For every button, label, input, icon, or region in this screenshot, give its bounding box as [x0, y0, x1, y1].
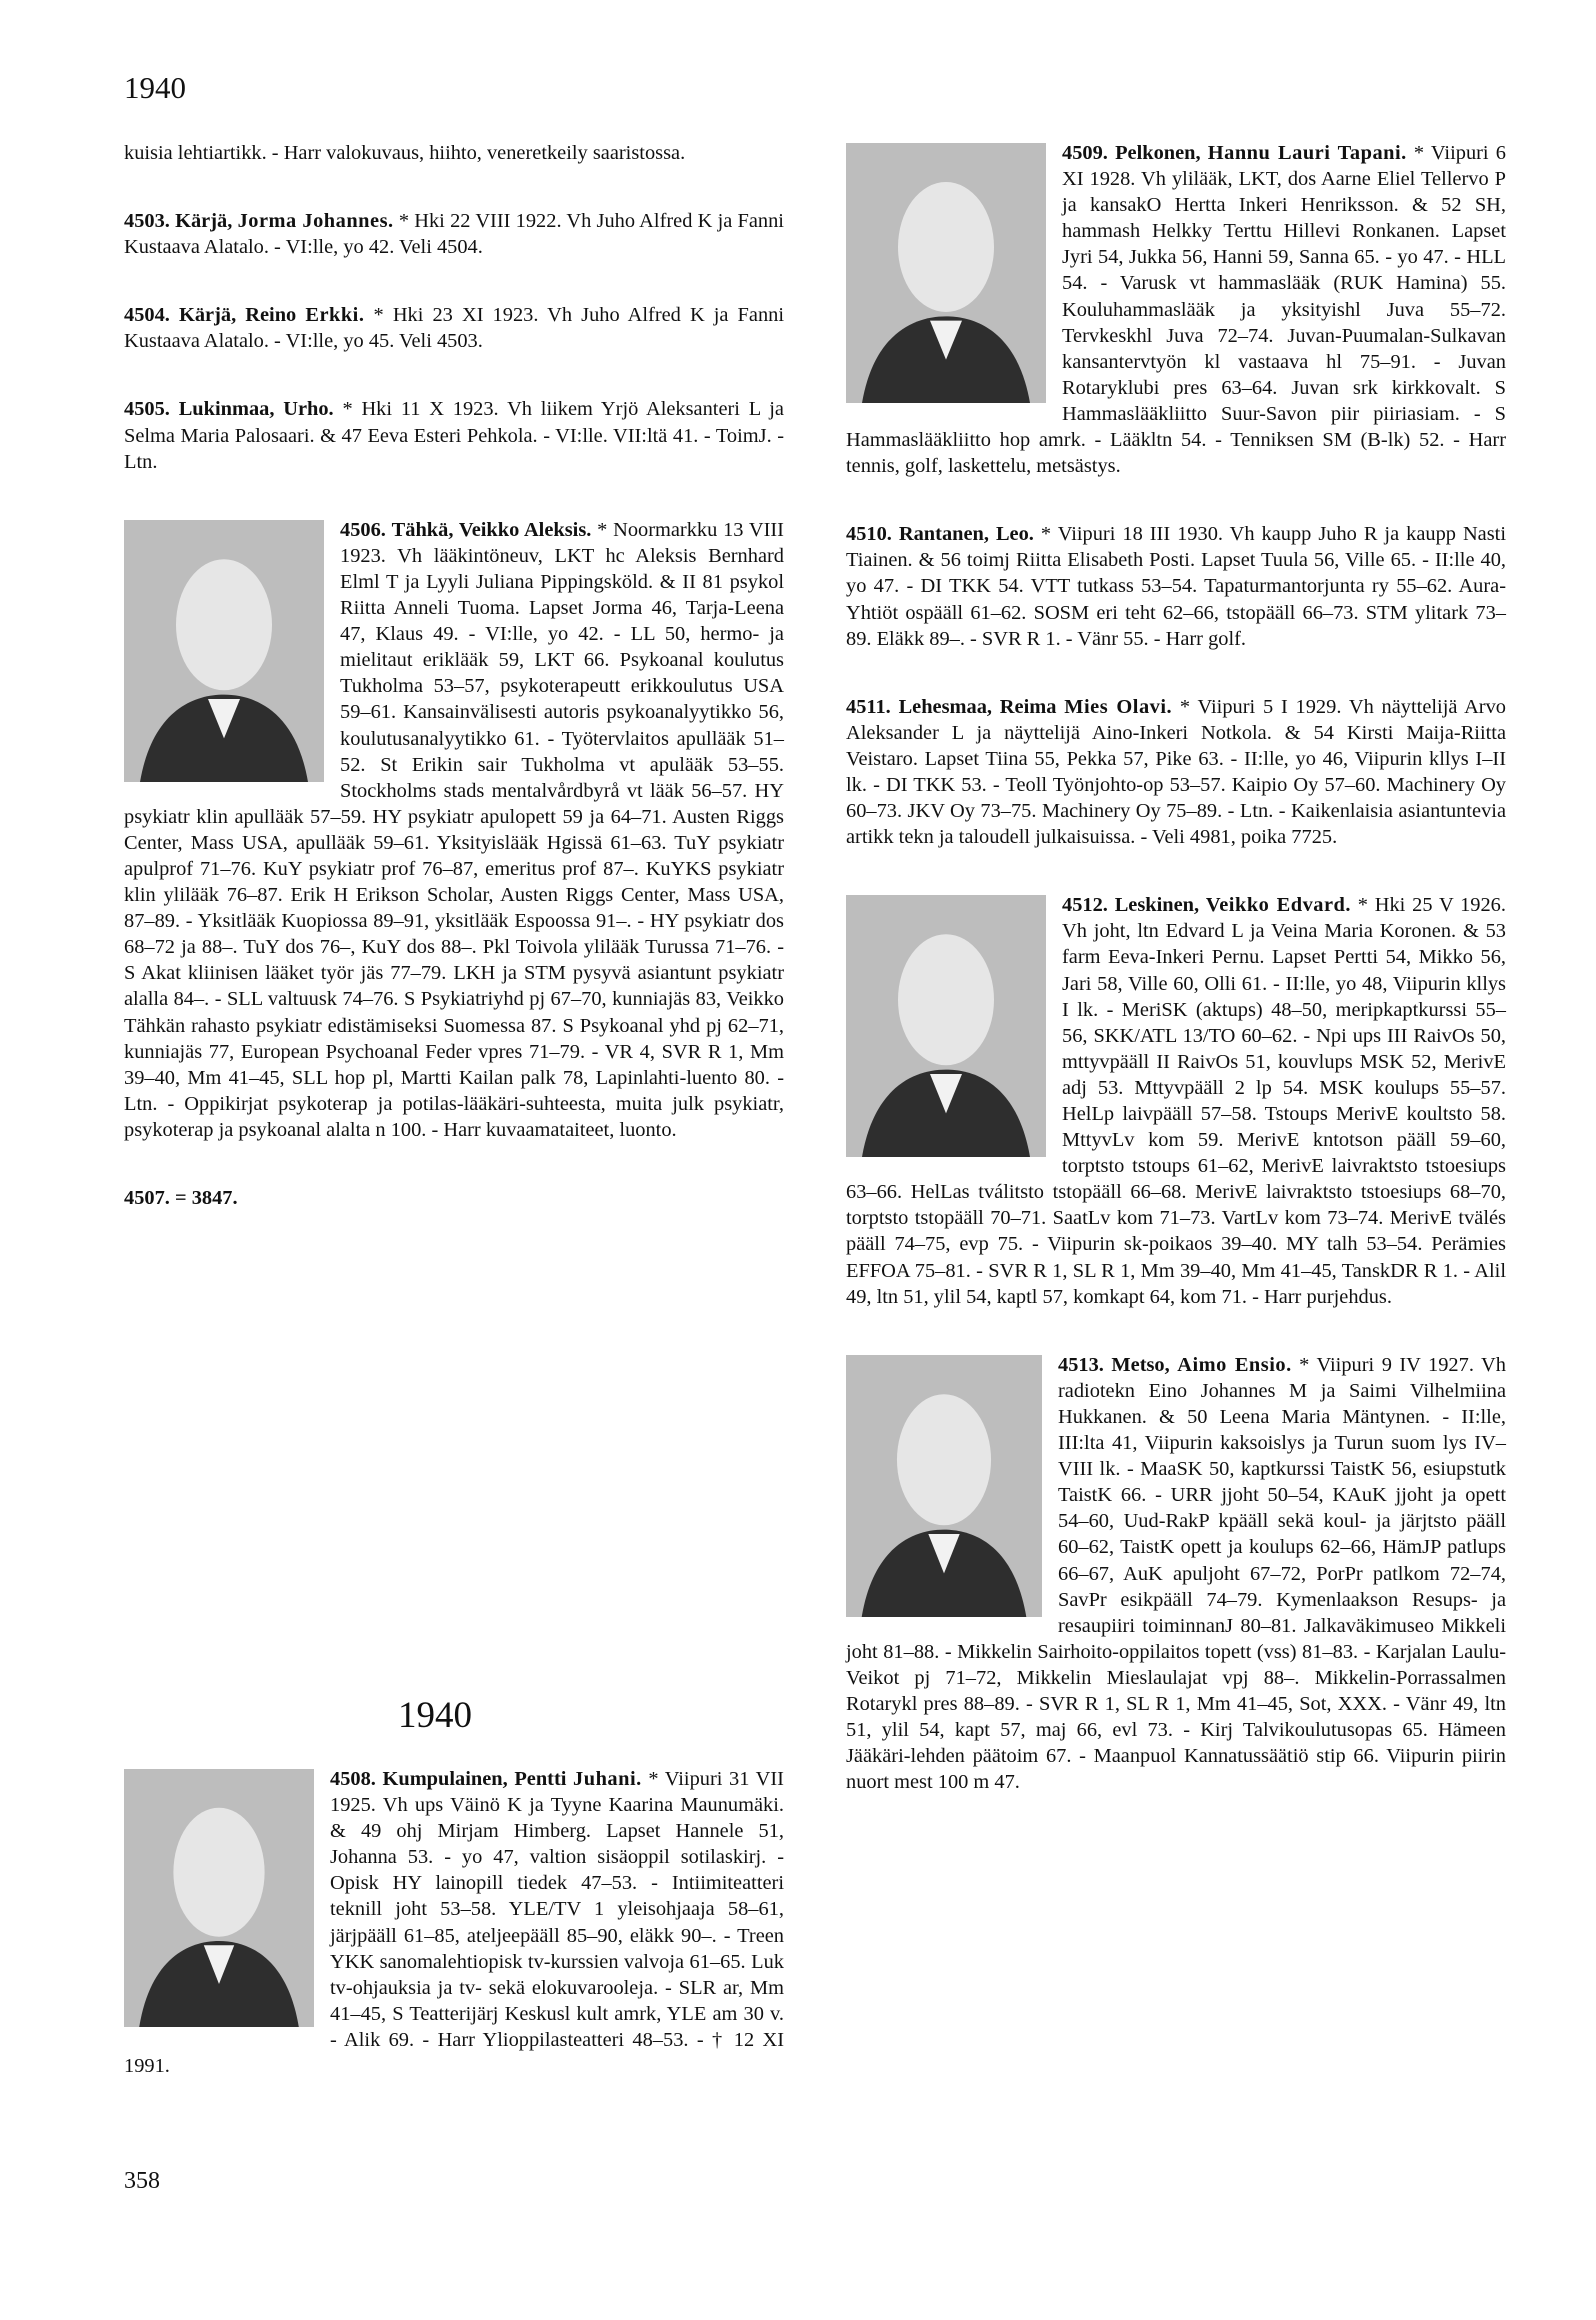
entry-given-name: Veikko Edvard. — [1205, 894, 1351, 917]
entry-4512 — [846, 892, 1506, 1310]
portrait-photo-4512 — [846, 895, 1046, 1157]
entry-4508 — [124, 1766, 784, 2079]
left-column — [124, 140, 784, 1211]
running-head: 1940 — [124, 70, 186, 105]
portrait-photo-4513 — [846, 1355, 1042, 1617]
entry-given-name: Jorma Johannes. — [237, 210, 394, 233]
entry-4505 — [124, 396, 784, 474]
section-heading-year: 1940 — [398, 1695, 472, 1736]
entry-surname: Kumpulainen, Pentti — [382, 1768, 567, 1790]
entry-4503 — [124, 208, 784, 260]
entry-number: 4509. — [1062, 142, 1108, 164]
entry-surname: Kärjä, — [175, 210, 233, 233]
entry-text: = 3847. — [169, 1187, 238, 1209]
entry-surname: Pelkonen, — [1115, 142, 1201, 164]
portrait-photo-4509 — [846, 143, 1046, 403]
entry-number: 4507. — [124, 1187, 170, 1209]
entry-text: * Hki 23 XI 1923. Vh Juho Alfred K ja Fanni Kustaava Alatalo. - VI:lle, yo 45. Veli 4503. — [124, 304, 784, 353]
entry-4511 — [846, 694, 1506, 851]
entry-surname: Lukinmaa, Urho. — [178, 398, 334, 421]
entry-given-name: Erkki. — [305, 304, 365, 327]
entry-text: * Viipuri 6 XI 1928. Vh ylilääk, LKT, dos Aarne Eliel Tellervo P ja kansakO Hertta Inkeri Henriksson. & 52 SH, hammash Helkky Terttu Hillevi Ronkanen. Lapset Jyri 54, Jukka 56, Hanni 59, Sanna 65. - yo 47. - HLL 54. - Varusk vt hammaslääk (RUK Hamina) 55. Kouluhammaslääk ja yksityishl Juva 55–72. Tervkeskhl Juva 72–74. Juvan-Puumalan-Sulkavan kansantervtyön kl vastaava hl 75–91. - Juvan Rotaryklubi pres 63–64. Juvan srk kirkkovalt. S Hammaslääkliitto Suur-Savon piir piiriasiam. - S Hammaslääkliitto hop amrk. - Lääkltn 54. - Tenniksen SM (B-lk) 52. - Harr tennis, golf, laskettelu, metsästys. — [846, 142, 1506, 478]
right-column — [846, 140, 1506, 1795]
entry-number: 4506. — [340, 518, 386, 541]
entry-4504 — [124, 302, 784, 354]
entry-given-name: Hannu Lauri Tapani. — [1207, 142, 1407, 164]
entry-text: * Viipuri 18 III 1930. Vh kaupp Juho R ja kaupp Nasti Tiainen. & 56 toimj Riitta Elisabeth Posti. Lapset Tuula 56, Ville 65. - II:lle 40, yo 47. - DI TKK 54. VTT tutkass 53–54. Tapaturmantorjunta ry 55–62. Aura-Yhtiöt ospääll 61–62. SOSM eri teht 62–66, tstopääll 66–73. STM ylitark 73–89. Eläkk 89–. - SVR R 1. - Vänr 55. - Harr golf. — [846, 523, 1506, 650]
entry-4507 — [124, 1185, 784, 1211]
left-column-lower — [124, 1766, 784, 2079]
entry-text: * Hki 25 V 1926. Vh joht, ltn Edvard L ja Veina Maria Koronen. & 53 farm Eeva-Inkeri Pernu. Lapset Pertti 54, Mikko 56, Jari 58, Ville 60, Olli 61. - II:lle, yo 48, Viipurin kllys I lk. - MeriSK (aktups) 48–50, meripkaptkurssi 55–56, SKK/ATL 13/TO 60–62. - Npi ups III RaivOs 50, mttyvpääll II RaivOs 51, kouvlups MSK 52, MerivE adj 53. Mttyvpääll 2 lp 54. MSK koulups 55–57. HelLp laivpääll 57–58. Tstoups MerivE koultsto 58. MttyvLv kom 59. MerivE kntotson pääll 59–60, torptsto tstoups 61–62, MerivE laivraktsto tstoesiups 63–66. HelLas tválitsto tstopääll 66–68. MerivE laivraktsto tstoesiups 68–70, torptsto tstopääll 70–71. SaatLv kom 71–73. VartLv kom 73–74. MerivE tvälés pääll 74–75, evp 75. - Viipurin sk-poikaos 39–40. MY talh 53–54. Perämies EFFOA 75–81. - SVR R 1, SL R 1, Mm 39–40, Mm 41–45, TanskDR R 1. - Alil 49, ltn 51, ylil 54, kaptl 57, komkapt 64, kom 71. - Harr purjehdus. — [846, 894, 1506, 1308]
entry-text: * Viipuri 5 I 1929. Vh näyttelijä Arvo Aleksander L ja näyttelijä Aino-Inkeri Notkola. & 54 Kirsti Maija-Riitta Veistaro. Lapset Tiina 55, Pekka 57, Pike 63. - II:lle, yo 46, Viipurin kllys I–II lk. - DI TKK 53. - Teoll Työnjohto-op 53–57. Kaipio Oy 57–60. Machinery Oy 60–73. JKV Oy 73–75. Machinery Oy 75–89. - Ltn. - Kaikenlaisia asiantuntevia artikk tekn ja taloudell julkaisuissa. - Veli 4981, poika 7725. — [846, 695, 1506, 849]
entry-number: 4510. — [846, 523, 892, 546]
entry-number: 4512. — [1062, 894, 1108, 917]
entry-4506 — [124, 517, 784, 1143]
entry-surname: Metso, — [1111, 1353, 1170, 1376]
entry-number: 4505. — [124, 398, 170, 421]
entry-4509 — [846, 140, 1506, 479]
entry-number: 4508. — [330, 1768, 376, 1790]
entry-surname: Leskinen, — [1114, 894, 1200, 917]
portrait-photo-4506 — [124, 520, 324, 782]
entry-number: 4511. — [846, 695, 891, 718]
portrait-photo-4508 — [124, 1769, 314, 2027]
entry-number: 4513. — [1058, 1353, 1104, 1376]
entry-given-name: Aimo Ensio. — [1177, 1353, 1292, 1376]
intro-text: kuisia lehtiartikk. - Harr valokuvaus, hiihto, veneretkeily saaristossa. — [124, 142, 686, 164]
entry-text: * Hki 22 VIII 1922. Vh Juho Alfred K ja Fanni Kustaava Alatalo. - VI:lle, yo 42. Veli 4504. — [124, 210, 784, 259]
entry-number: 4504. — [124, 304, 170, 327]
entry-surname: Rantanen, Leo. — [898, 523, 1034, 546]
entry-given-name: Juhani. — [573, 1768, 642, 1790]
entry-text: * Noormarkku 13 VIII 1923. Vh lääkintöneuv, LKT hc Aleksis Bernhard Elml T ja Lyyli Juliana Pippingsköld. & II 81 psykol Riitta Anneli Tuoma. Lapset Jorma 46, Tarja-Leena 47, Klaus 49. - VI:lle, yo 42. - LL 50, hermo- ja mielitaut eriklääk 59, LKT 66. Psykoanal koulutus Tukholma 53–57, psykoterapeutt erikkoulutus USA 59–61. Kansainvälisesti autoris psykoanalyytikko 56, koulutusanalyytikko 61. - Työtervlaitos apullääk 51–52. St Erikin sair Tukholma vt apulääk 53–55. Stockholms stads mentalvårdbyrå vt lääk 56–57. HY psykiatr klin apullääk 57–59. HY psykiatr apulopett 59 ja 64–71. Austen Riggs Center, Mass USA, apullääk 59–61. Yksityislääk Hgissä 61–63. TuY psykiatr apulprof 71–76. KuY psykiatr prof 76–87, emeritus prof 87–. KuYKS psykiatr klin ylilääk 76–87. Erik H Erikson Scholar, Austen Riggs Center, Mass USA, 87–89. - Yksitlääk Kuopiossa 89–91, yksitlääk Espoossa 91–. - HY psykiatr dos 68–72 ja 88–. TuY dos 76–, KuY dos 88–. Pkl Toivola ylilääk Turussa 71–76. - S Akat kliinisen lääket työr jäs 77–79. LKH ja STM pysyvä asiantunt psykiatr alalla 84–. - SLL valtuusk 74–76. S Psykiatriyhd pj 67–70, kunniajäs 83, Veikko Tähkän rahasto psykiatr edistämiseksi Suomessa 87. S Psykoanal yhd pj 62–71, kunniajäs 77, European Psychoanal Feder vpres 71–79. - VR 4, SVR R 1, Mm 39–40, Mm 41–45, SLL hop pl, Martti Kailan palk 78, Lapinlahti-luento 80. - Ltn. - Oppikirjat psykoterap ja potilas-lääkäri-suhteesta, muita julk psykiatr, psykoterap ja psykoanal alalta n 100. - Harr kuvaamataiteet, luonto. — [124, 518, 784, 1141]
entry-given-name: Mies Olavi. — [1064, 695, 1173, 718]
entry-text: * Viipuri 9 IV 1927. Vh radiotekn Eino Johannes M ja Saimi Vilhelmiina Hukkanen. & 50 Leena Maria Mäntynen. - II:lle, III:lta 41, Viipurin kaksoislys ja Turun suom lys IV–VIII lk. - MaaSK 50, kaptkurssi TaistK 56, esiupstutk TaistK 66. - URR jjoht 50–54, KAuK jjoht ja opett 54–60, Uud-RakP kpääll sekä koul- ja järjtsto pääll 60–62, TaistK opett ja koulups 62–66, HämJP patlups 66–67, AuK apuljoht 67–72, PorPr patlkom 72–74, SavPr esikpääll 74–79. Kymenlaakson Resups- ja resaupiiri toiminnanJ 80–81. Jalkaväkimuseo Mikkeli joht 81–88. - Mikkelin Sairhoito-oppilaitos topett (vss) 81–83. - Karjalan Laulu-Veikot pj 71–72, Mikkelin Mieslaulajat vpj 88–. Mikkelin-Porrassalmen Rotarykl pres 88–89. - SVR R 1, SL R 1, Mm 41–45, Sot, XXX. - Vänr 49, ltn 51, ylil 54, kapt 57, maj 66, evl 73. - Kirj Talvikoulutusopas 65. Hämeen Jääkäri-lehden päätoim 67. - Maanpuol Kannatussäätiö stip 66. Viipurin piirin nuort mest 100 m 47. — [846, 1353, 1506, 1794]
entry-surname: Tähkä, Veikko Aleksis. — [391, 518, 592, 541]
entry-text: * Hki 11 X 1923. Vh liikem Yrjö Aleksanteri L ja Selma Maria Palosaari. & 47 Eeva Esteri Pehkola. - VI:lle. VII:ltä 41. - ToimJ. - Ltn. — [124, 398, 784, 473]
entry-4513 — [846, 1352, 1506, 1796]
page-number: 358 — [124, 2168, 160, 2194]
entry-text: * Viipuri 31 VII 1925. Vh ups Väinö K ja Tyyne Kaarina Maunumäki. & 49 ohj Mirjam Himberg. Lapset Hannele 51, Johanna 53. - yo 47, valtion sisäoppil sotilaskirj. - Opisk HY lainopill tiedek 47–53. - Intiimiteatteri teknill joht 53–58. YLE/TV 1 yleisohjaaja 58–61, järjpääll 61–85, ateljeepääll 85–90, eläkk 90–. - Treen YKK sanomalehtiopisk tv-kurssien valvoja 61–65. Luk tv-ohjauksia ja tv- sekä elokuvarooleja. - SLR ar, Mm 41–45, S Teatterijärj Keskusl kult amrk, YLE am 30 v. - Alik 69. - Harr Ylioppilasteatteri 48–53. - † 12 XI 1991. — [124, 1768, 784, 2078]
entry-surname: Kärjä, Reino — [178, 304, 297, 327]
entry-4510 — [846, 521, 1506, 651]
entry-number: 4503. — [124, 210, 170, 233]
entry-surname: Lehesmaa, Reima — [898, 695, 1057, 718]
